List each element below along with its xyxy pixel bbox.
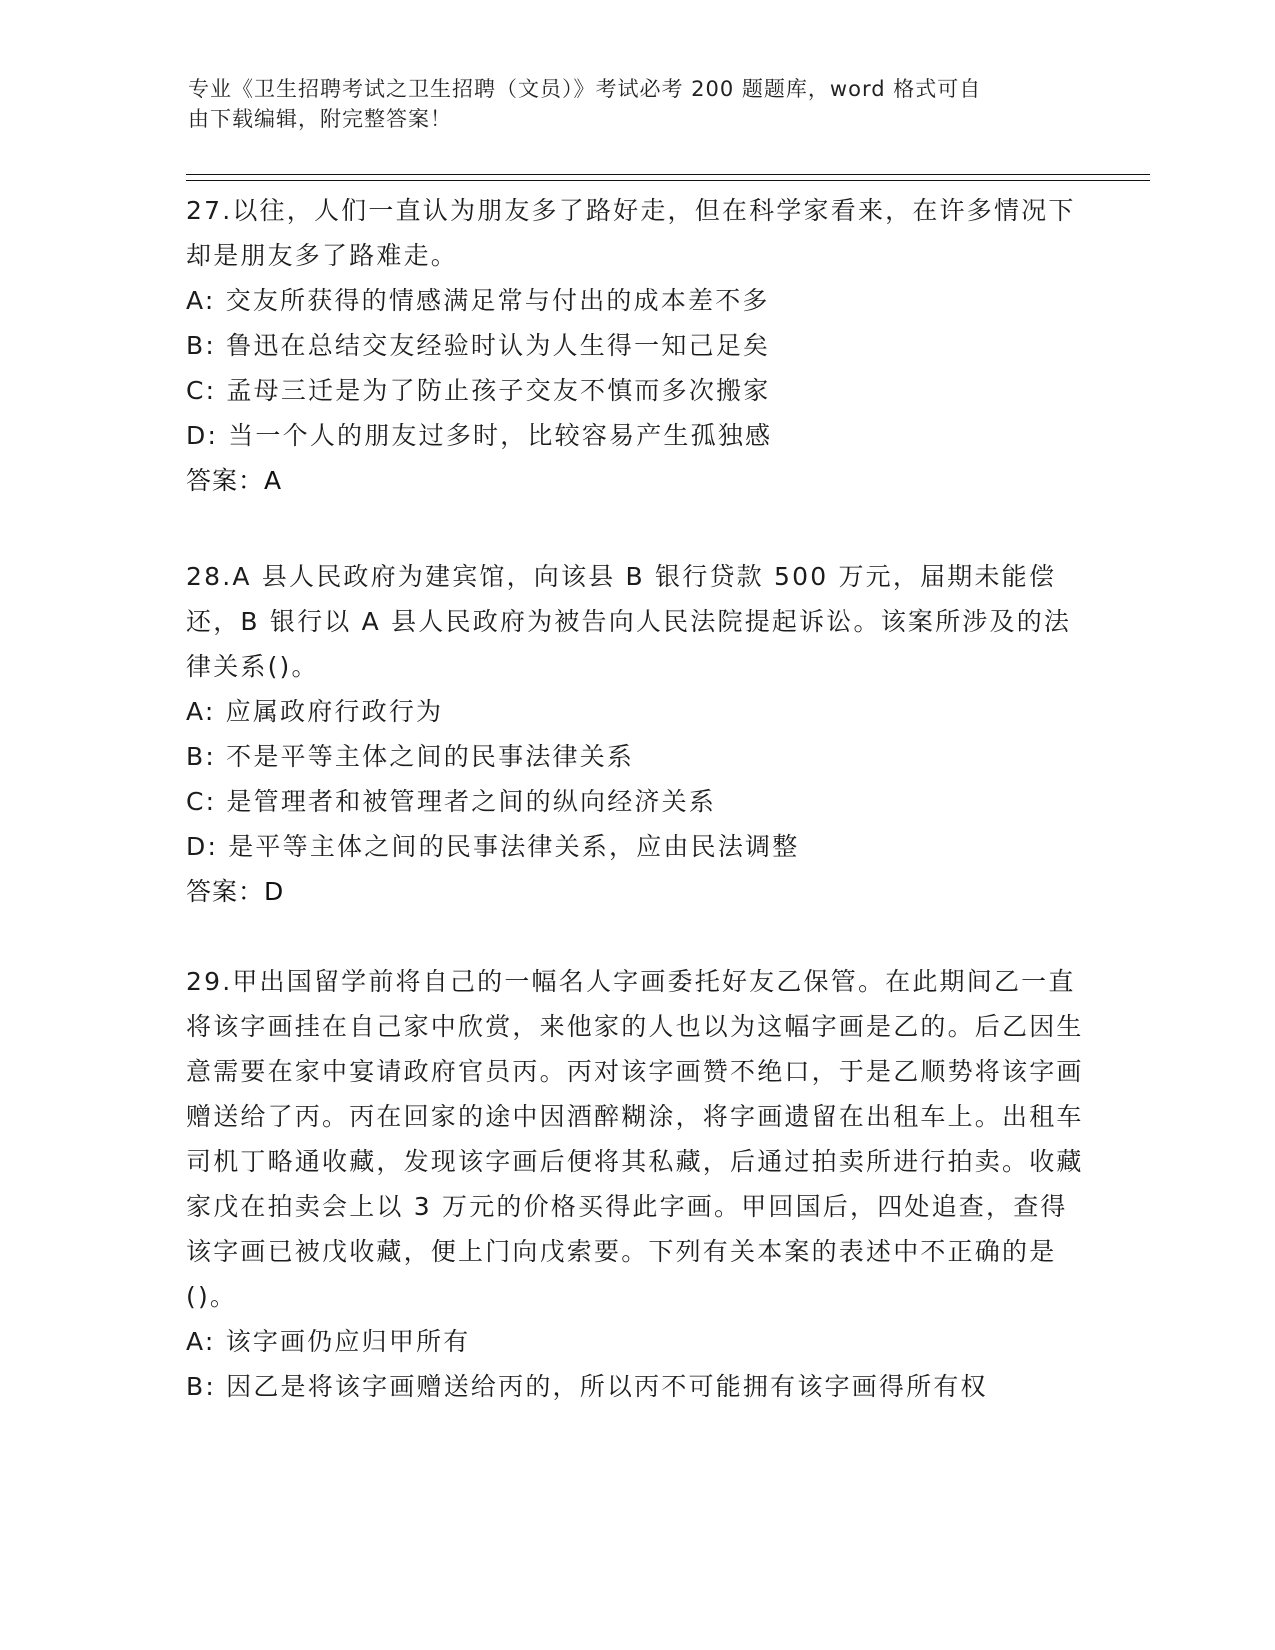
question-28 xyxy=(186,554,1086,914)
answer-line: 答案：D xyxy=(186,877,285,906)
answer-line: 答案：A xyxy=(186,466,283,495)
option-a: A: 该字画仍应归甲所有 xyxy=(186,1327,471,1356)
option-c: C: 是管理者和被管理者之间的纵向经济关系 xyxy=(186,787,717,816)
question-stem: 27.以往，人们一直认为朋友多了路好走，但在科学家看来，在许多情况下却是朋友多了路难走。 xyxy=(186,196,1076,270)
option-b: B: 因乙是将该字画赠送给丙的，所以丙不可能拥有该字画得所有权 xyxy=(186,1372,988,1401)
option-d: D: 是平等主体之间的民事法律关系，应由民法调整 xyxy=(186,832,800,861)
option-d: D: 当一个人的朋友过多时，比较容易产生孤独感 xyxy=(186,421,773,450)
question-stem: 28.A 县人民政府为建宾馆，向该县 B 银行贷款 500 万元，届期未能偿还，B 银行以 A 县人民政府为被告向人民法院提起诉讼。该案所涉及的法律关系()。 xyxy=(186,562,1072,681)
option-b: B: 鲁迅在总结交友经验时认为人生得一知己足矣 xyxy=(186,331,771,360)
question-stem: 29.甲出国留学前将自己的一幅名人字画委托好友乙保管。在此期间乙一直将该字画挂在自己家中欣赏，来他家的人也以为这幅字画是乙的。后乙因生意需要在家中宴请政府官员丙。丙对该字画赞不绝口，于是乙顺势将该字画赠送给了丙。丙在回家的途中因酒醉糊涂，将字画遗留在出租车上。出租车司机丁略通收藏，发现该字画后便将其私藏，后通过拍卖所进行拍卖。收藏家戊在拍卖会上以 3 万元的价格买得此字画。甲回国后，四处追查，查得该字画已被戊收藏，便上门向戊索要。下列有关本案的表述中不正确的是()。 xyxy=(186,967,1084,1311)
option-b: B: 不是平等主体之间的民事法律关系 xyxy=(186,742,635,771)
question-29 xyxy=(186,959,1086,1409)
question-27 xyxy=(186,188,1086,503)
option-c: C: 孟母三迁是为了防止孩子交友不慎而多次搬家 xyxy=(186,376,771,405)
header-divider-bottom xyxy=(186,180,1150,181)
header-line-1: 专业《卫生招聘考试之卫生招聘（文员）》考试必考 200 题题库，word 格式可自 xyxy=(188,77,982,101)
header-divider-top xyxy=(186,174,1150,175)
header-line-2: 由下载编辑，附完整答案！ xyxy=(188,107,452,131)
option-a: A: 交友所获得的情感满足常与付出的成本差不多 xyxy=(186,286,770,315)
option-a: A: 应属政府行政行为 xyxy=(186,697,444,726)
document-header xyxy=(188,74,1068,134)
